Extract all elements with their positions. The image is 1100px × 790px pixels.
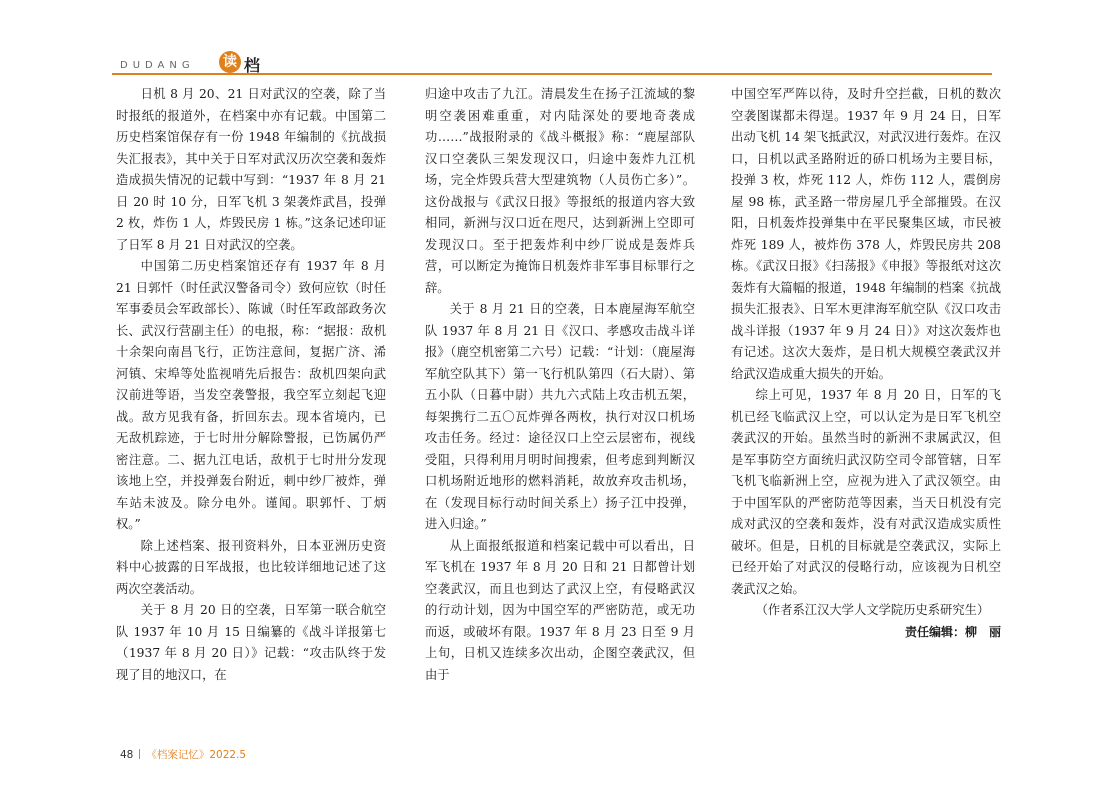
page-header bbox=[112, 47, 992, 77]
paragraph: 从上面报纸报道和档案记载中可以看出，日军飞机在 1937 年 8 月 20 日和 21 日都曾计划空袭武汉，而且也到达了武汉上空，有侵略武汉的行动计划，因为中国空军的严密防范，或无功而返，或破坏有限。1937 年 8 月 23 日至 9 月上旬，日机又连续多次出动，企图空袭武汉，但由于 bbox=[425, 538, 695, 682]
paragraph-continued: 归途中攻击了九江。清晨发生在扬子江流域的黎明空袭困难重重，对内陆深处的要地奇袭成功……”战报附录的《战斗概报》称：“鹿屋部队汉口空袭队三架发现汉口，归途中轰炸九江机场，完全炸毁兵营大型建筑物（人员伤亡多）”。这份战报与《武汉日报》等报纸的报道内容大致相同，新洲与汉口近在咫尺，达到新洲上空即可发现汉口。至于把轰炸利中纱厂说成是轰炸兵营，可以断定为掩饰日机轰炸非军事目标罪行之辞。 bbox=[425, 87, 695, 295]
dudang-logo-text: 档 bbox=[244, 56, 261, 75]
dudang-logo-badge: 读 bbox=[219, 51, 241, 73]
journal-issue: 《档案记忆》2022.5 bbox=[146, 749, 247, 761]
article-column-3 bbox=[731, 84, 1001, 643]
author-note: （作者系江汉大学人文学院历史系研究生） bbox=[755, 603, 990, 617]
paragraph: 综上可见，1937 年 8 月 20 日，日军的飞机已经飞临武汉上空，可以认定为是日军飞机空袭武汉的开始。虽然当时的新洲不隶属武汉，但是军事防空方面统归武汉防空司令部管辖，日军飞机飞临新洲上空，应视为进入了武汉领空。由于中国军队的严密防范等因素，当天日机没有完成对武汉的空袭和轰炸，没有对武汉造成实质性破坏。但是，日机的目标就是空袭武汉，实际上已经开始了对武汉的侵略行动，应该视为日机空袭武汉之始。 bbox=[731, 388, 1001, 596]
paragraph: 关于 8 月 21 日的空袭，日本鹿屋海军航空队 1937 年 8 月 21 日《汉口、孝感攻击战斗详报》（鹿空机密第二六号）记载：“计划：（鹿屋海军航空队其下）第一飞行机队第四（石大尉）、第五小队（日暮中尉）共九六式陆上攻击机五架，每架携行二五〇瓦炸弹各两枚，执行对汉口机场攻击任务。经过：途径汉口上空云层密布，视线受阻，只得利用月明时间搜索，但考虑到判断汉口机场附近地形的燃料消耗，故放弃攻击机场，在（发现目标行动时间关系上）扬子江中投弹，进入归途。” bbox=[425, 302, 695, 531]
page-footer bbox=[120, 747, 246, 762]
brand-latin-text: DUDANG bbox=[120, 60, 195, 71]
page-number: 48 bbox=[120, 749, 134, 761]
paragraph: 除上述档案、报刊资料外，日本亚洲历史资料中心披露的日军战报，也比较详细地记述了这两次空袭活动。 bbox=[116, 538, 386, 596]
paragraph: 中国第二历史档案馆还存有 1937 年 8 月 21 日郭忏（时任武汉警备司令）致何应钦（时任军事委员会军政部长）、陈诚（时任军政部政务次长、武汉行营副主任）的电报，称：“据报：敌机十余架向南昌飞行，正饬注意间，复据广济、浠河镇、宋埠等处监视哨先后报告：敌机四架向武汉前进等语，当发空袭警报，我空军立刻起飞迎战。敌方见我有备，折回东去。现本省境内，已无敌机踪迹，于七时卅分解除警报，已饬属仍严密注意。二、据九江电话，敌机于七时卅分发现该地上空，并投弹轰台附近，刺中纱厂被炸，弹车站未波及。除分电外。谨闻。职郭忏、丁炳权。” bbox=[116, 259, 386, 531]
paragraph: 关于 8 月 20 日的空袭，日军第一联合航空队 1937 年 10 月 15 日编纂的《战斗详报第七（1937 年 8 月 20 日）》记载：“攻击队终于发现了目的地汉口，在 bbox=[116, 603, 386, 682]
paragraph: 日机 8 月 20、21 日对武汉的空袭，除了当时报纸的报道外，在档案中亦有记载。中国第二历史档案馆保存有一份 1948 年编制的《抗战损失汇报表》，其中关于日军对武汉历次空袭和轰炸造成损失情况的记载中写到：“1937 年 8 月 21 日 20 时 10 分，日军飞机 3 架袭炸武昌，投弹 2 枚，炸伤 1 人，炸毁民房 1 栋。”这条记述印证了日军 8 月 21 日对武汉的空袭。 bbox=[116, 87, 386, 252]
header-divider bbox=[112, 73, 992, 75]
footer-divider bbox=[139, 749, 140, 759]
article-column-2 bbox=[425, 84, 695, 686]
responsible-editor: 责任编辑：柳 丽 bbox=[904, 624, 1001, 639]
paragraph-continued: 中国空军严阵以待，及时升空拦截，日机的数次空袭图谋都未得逞。1937 年 9 月 24 日，日军出动飞机 14 架飞抵武汉，对武汉进行轰炸。在汉口，日机以武圣路附近的硚口机场为主要目标，投弹 3 枚，炸死 112 人，炸伤 112 人，震倒房屋 98 栋，武圣路一带房屋几乎全部摧毁。在汉阳，日机轰炸投弹集中在平民聚集区域，市民被炸死 189 人，被炸伤 378 人，炸毁民房共 208 栋。《武汉日报》《扫荡报》《申报》等报纸对这次轰炸有大篇幅的报道，1948 年编制的档案《抗战损失汇报表》、日军木更津海军航空队《汉口攻击战斗详报（1937 年 9 月 24 日）》对这次轰炸也有记述。这次大轰炸，是日机大规模空袭武汉并给武汉造成重大损失的开始。 bbox=[731, 87, 1001, 381]
article-column-1 bbox=[116, 84, 386, 686]
